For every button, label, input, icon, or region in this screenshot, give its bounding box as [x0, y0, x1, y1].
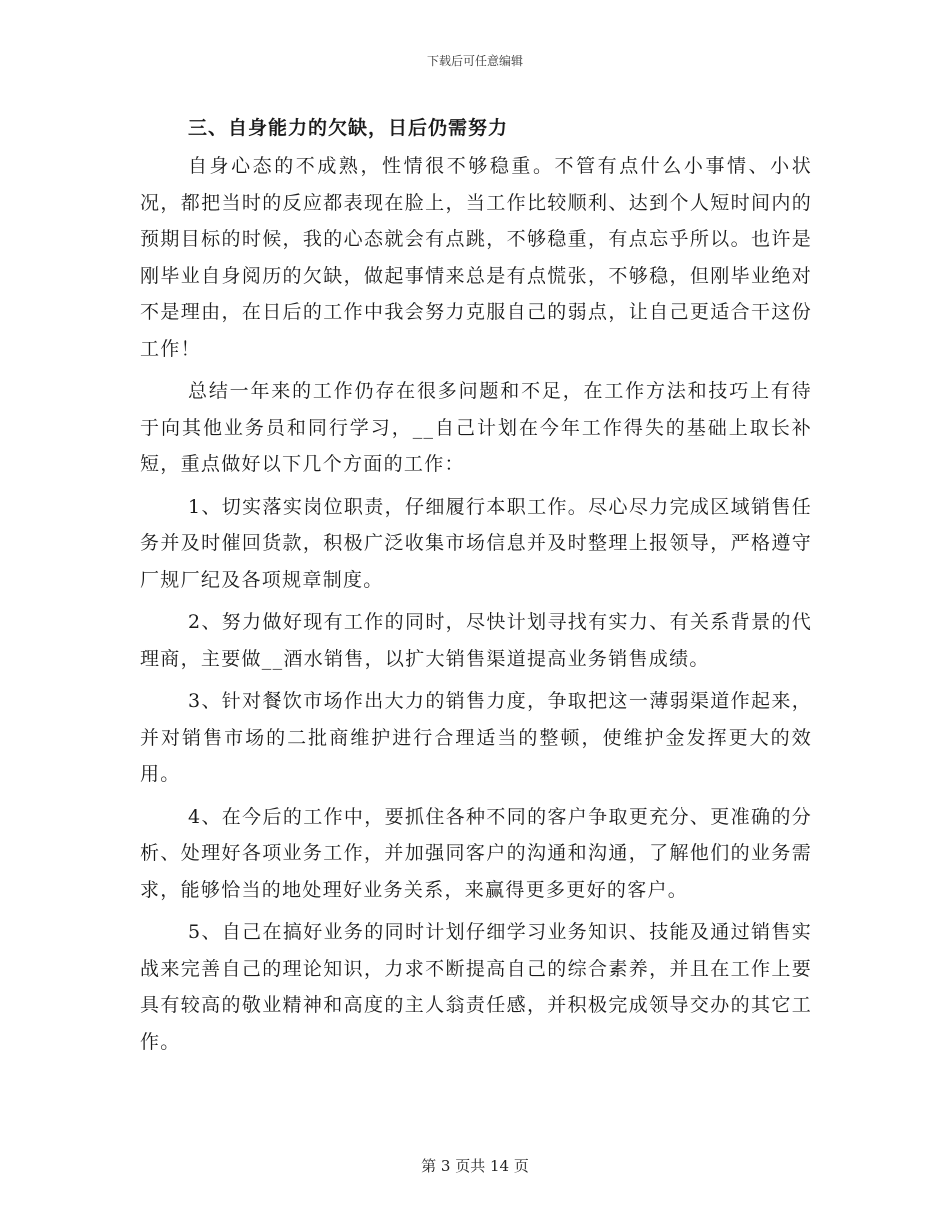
page-number: 第 3 页共 14 页 [421, 1157, 529, 1175]
paragraph: 1、切实落实岗位职责，仔细履行本职工作。尽心尽力完成区域销售任务并及时催回货款，积极广泛收集市场信息并及时整理上报领导，严格遵守厂规厂纪及各项规章制度。 [140, 495, 812, 591]
header-note: 下载后可任意编辑 [426, 54, 523, 68]
paragraph: 4、在今后的工作中，要抓住各种不同的客户争取更充分、更准确的分析、处理好各项业务工作，并加强同客户的沟通和沟通，了解他们的业务需求，能够恰当的地处理好业务关系，来赢得更多更好的客户。 [140, 805, 812, 901]
section-heading: 三、自身能力的欠缺，日后仍需努力 [188, 117, 509, 139]
document-body [140, 110, 812, 1066]
paragraph: 3、针对餐饮市场作出大力的销售力度，争取把这一薄弱渠道作起来，并对销售市场的二批商维护进行合理适当的整顿，使维护金发挥更大的效用。 [140, 690, 812, 785]
paragraph: 总结一年来的工作仍存在很多问题和不足，在工作方法和技巧上有待于向其他业务员和同行学习，__自己计划在今年工作得失的基础上取长补短，重点做好以下几个方面的工作： [140, 380, 812, 475]
paragraph: 2、努力做好现有工作的同时，尽快计划寻找有实力、有关系背景的代理商，主要做__酒水销售，以扩大销售渠道提高业务销售成绩。 [140, 611, 812, 670]
paragraph: 自身心态的不成熟，性情很不够稳重。不管有点什么小事情、小状况，都把当时的反应都表现在脸上，当工作比较顺利、达到个人短时间内的预期目标的时候，我的心态就会有点跳，不够稳重，有点忘乎所以。也许是刚毕业自身阅历的欠缺，做起事情来总是有点慌张，不够稳，但刚毕业绝对不是理由，在日后的工作中我会努力克服自己的弱点，让自己更适合干这份工作！ [140, 155, 812, 360]
paragraph: 5、自己在搞好业务的同时计划仔细学习业务知识、技能及通过销售实战来完善自己的理论知识，力求不断提高自己的综合素养，并且在工作上要具有较高的敬业精神和高度的主人翁责任感，并积极完成领导交办的其它工作。 [140, 921, 812, 1053]
